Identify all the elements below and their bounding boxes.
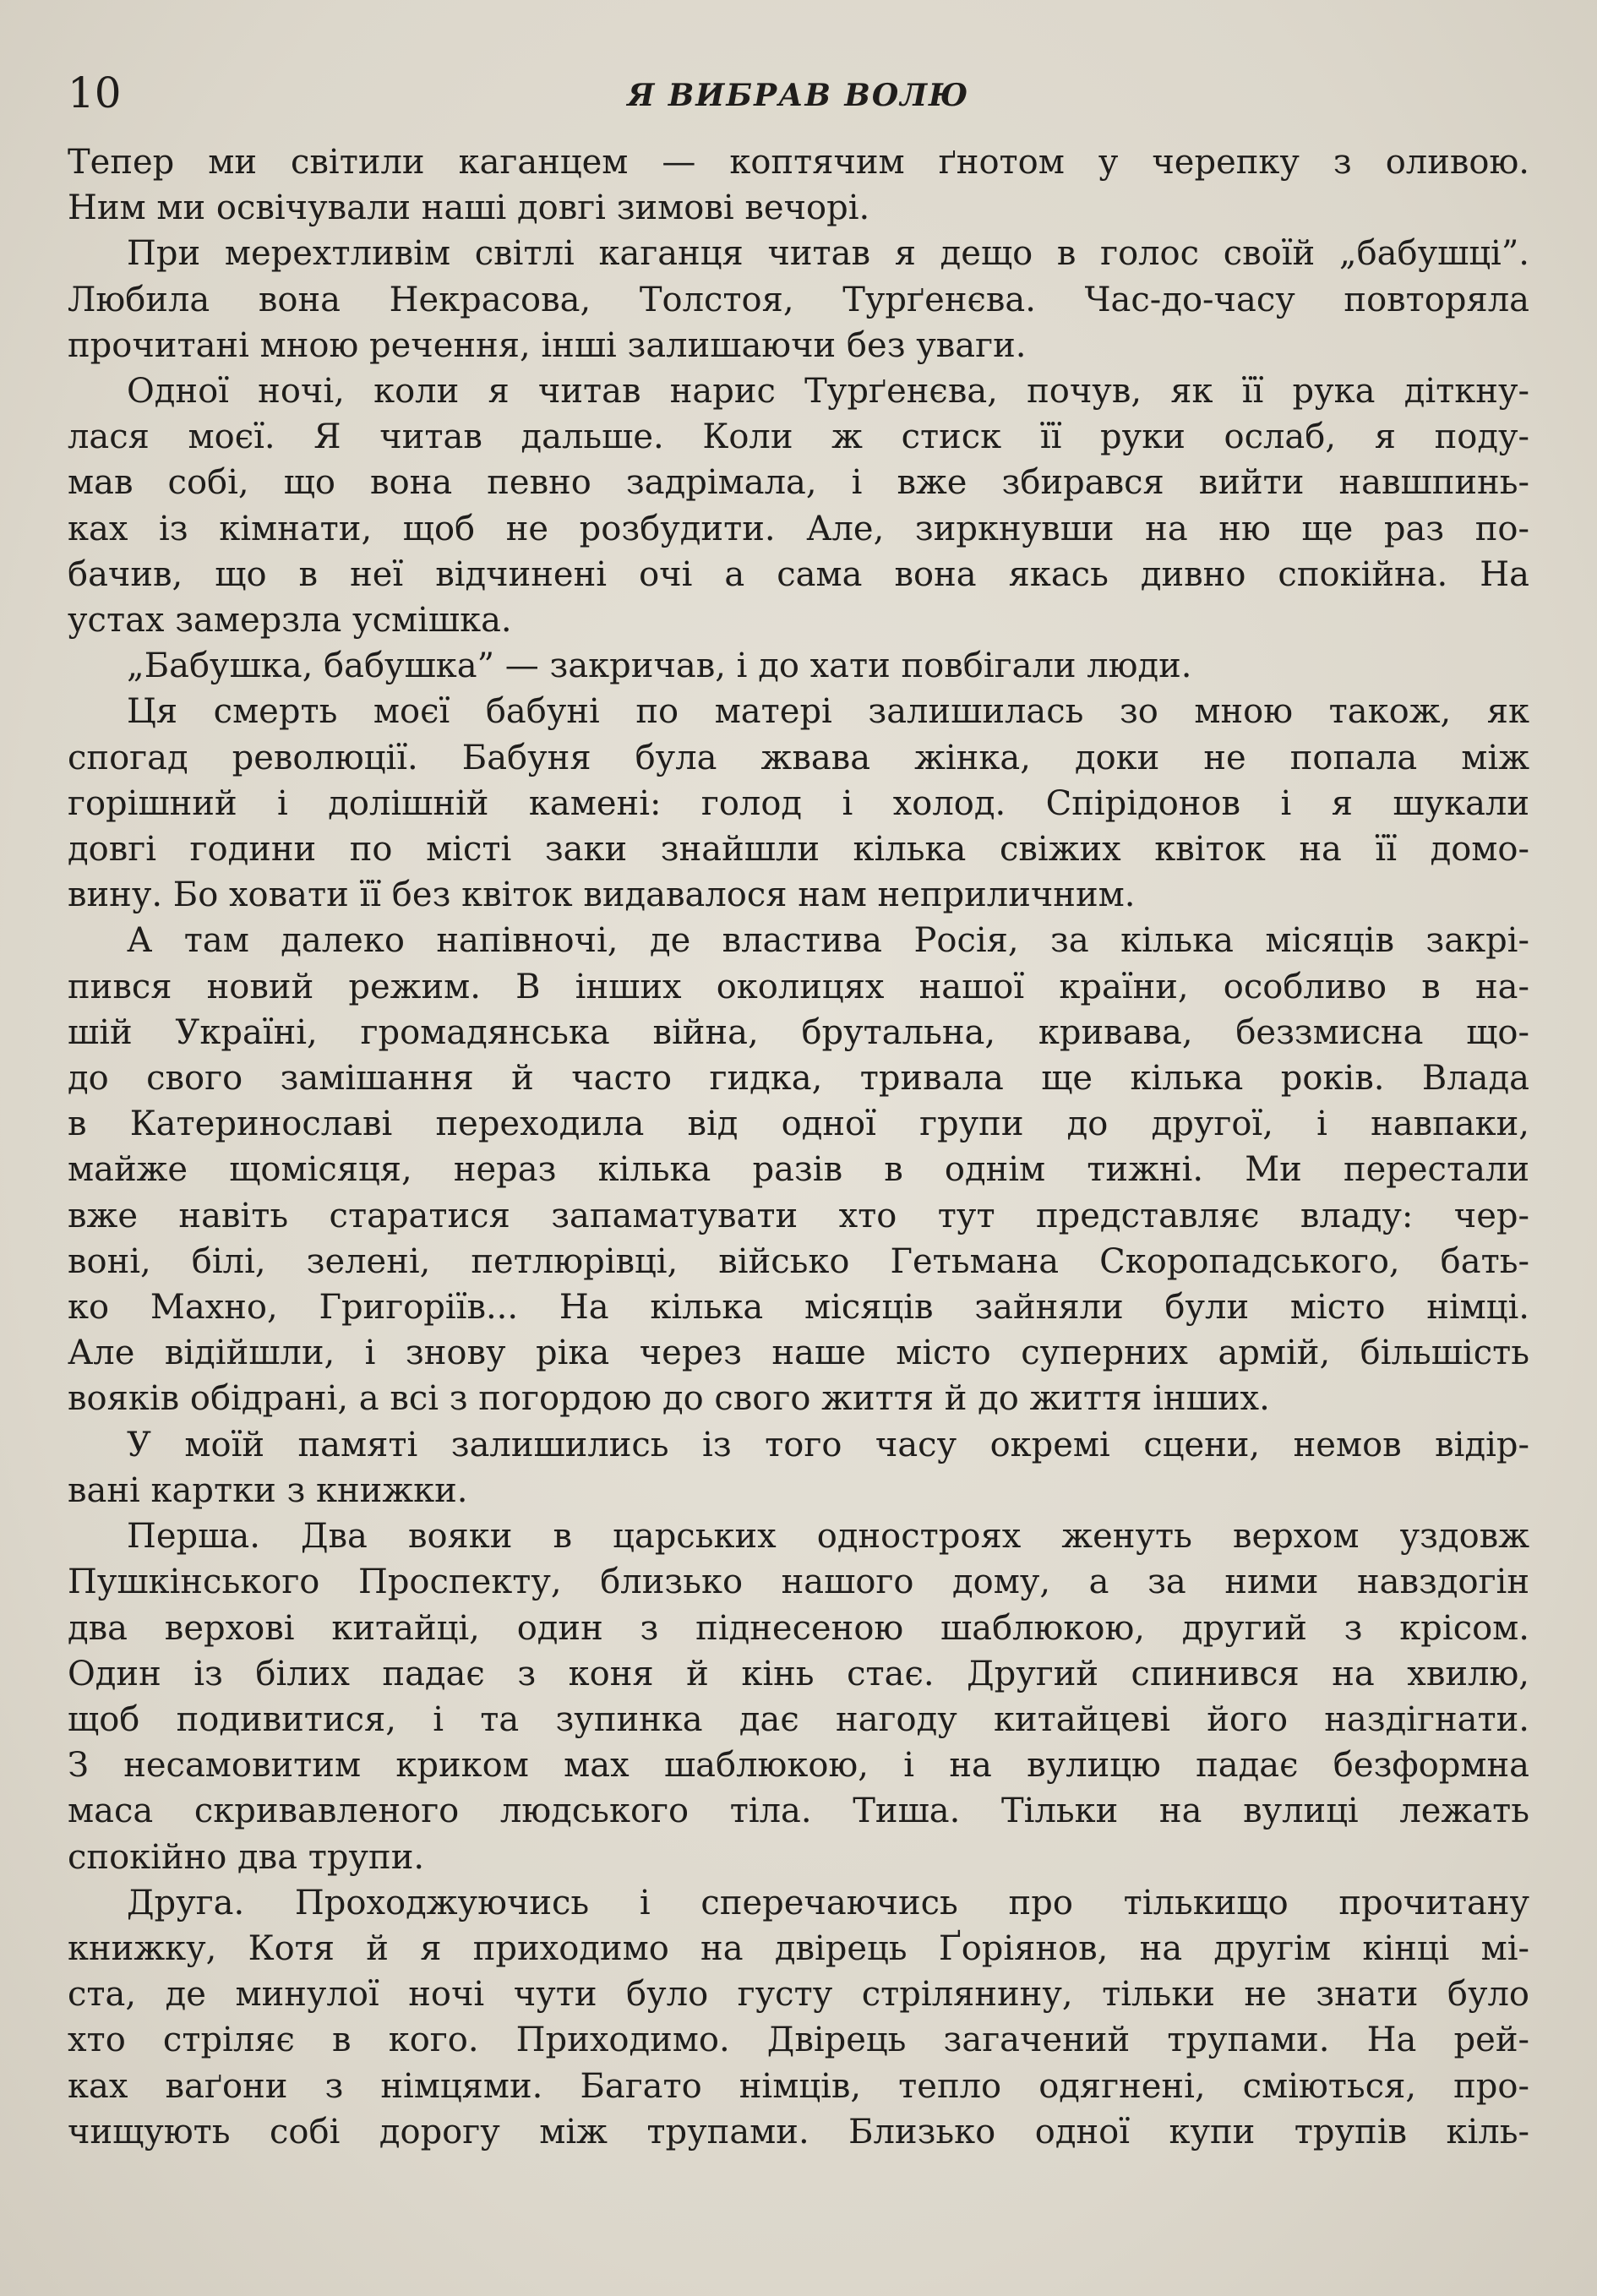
text-line: воні, білі, зелені, петлюрівці, військо Гетьмана Скоропадського, бать- [68,1241,1529,1281]
page-header [68,68,1529,127]
text-line: чищують собі дорогу між трупами. Близько одної купи трупів кіль- [68,2112,1529,2151]
text-line: хто стріляє в кого. Приходимо. Двірець загачений трупами. На рей- [68,2021,1529,2060]
text-line: устах замерзла усмішка. [68,601,512,641]
text-line: мав собі, що вона певно задрімала, і вже збирався вийти навшпинь- [68,463,1529,503]
text-line: майже щомісяця, нераз кілька разів в однім тижні. Ми перестали [68,1150,1529,1190]
running-title: Я ВИБРАВ ВОЛЮ [627,78,970,113]
text-line: При мерехтливім світлі каганця читав я дещо в голос своїй „бабушці”. [127,234,1529,274]
text-line: Один із білих падає з коня й кінь стає. Другий спинився на хвилю, [68,1654,1529,1693]
text-line: Ним ми освічували наші довгі зимові вечорі. [68,188,870,228]
text-line: вину. Бо ховати її без квіток видавалося нам неприличним. [68,875,1136,915]
text-line: бачив, що в неї відчинені очі а сама вона якась дивно спокійна. На [68,554,1529,594]
text-line: ках із кімнати, щоб не розбудити. Але, зиркнувши на ню ще раз по- [68,509,1529,548]
body-text [68,139,1529,2155]
text-line: щоб подивитися, і та зупинка дає нагоду китайцеві його наздігнати. [68,1699,1529,1739]
text-line: два верхові китайці, один з піднесеною шаблюкою, другий з крісом. [68,1608,1529,1648]
text-line: Друга. Проходжуючись і сперечаючись про тількищо прочитану [127,1883,1529,1922]
text-line: ках ваґони з німцями. Багато німців, тепло одягнені, сміються, про- [68,2066,1529,2106]
text-line: А там далеко напівночі, де властива Росія, за кілька місяців закрі- [127,921,1529,961]
text-line: вже навіть старатися запаматувати хто тут представляє владу: чер- [68,1196,1529,1235]
text-line: ста, де минулої ночі чути було густу стрілянину, тільки не знати було [68,1975,1529,2015]
page-number: 10 [68,68,122,117]
text-line: У моїй памяті залишились із того часу окремі сцени, немов відір- [127,1425,1529,1464]
text-line: лася моєї. Я читав дальше. Коли ж стиск її руки ослаб, я поду- [68,417,1529,457]
text-line: пився новий режим. В інших околицях нашої країни, особливо в на- [68,967,1529,1006]
text-line: шій Україні, громадянська війна, брутальна, кривава, беззмисна що- [68,1012,1529,1052]
text-line: Ця смерть моєї бабуні по матері залишилась зо мною також, як [127,692,1529,732]
text-line: вані картки з книжки. [68,1470,468,1510]
text-line: З несамовитим криком мах шаблюкою, і на вулицю падає безформна [68,1746,1529,1786]
text-line: книжку, Котя й я приходимо на двірець Ґоріянов, на другім кінці мі- [68,1928,1529,1968]
text-line: спокійно два трупи. [68,1837,425,1877]
text-line: Але відійшли, і знову ріка через наше місто суперних армій, більшість [68,1333,1529,1373]
text-line: Любила вона Некрасова, Толстоя, Турґенєва. Час-до-часу повторяла [68,280,1529,319]
text-line: в Катеринославі переходила від одної групи до другої, і навпаки, [68,1104,1529,1144]
text-line: Перша. Два вояки в царських одностроях женуть верхом уздовж [127,1517,1529,1557]
text-line: вояків обідрані, а всі з погордою до свого життя й до життя інших. [68,1379,1270,1419]
text-line: Пушкінського Проспекту, близько нашого дому, а за ними навздогін [68,1562,1529,1602]
text-line: „Бабушка, бабушка” — закричав, і до хати повбігали люди. [127,646,1192,686]
text-line: маса скривавленого людського тіла. Тиша. Тільки на вулиці лежать [68,1792,1529,1831]
text-line: горішний і долішній камені: голод і холод. Спірідонов і я шукали [68,783,1529,823]
text-line: Одної ночі, коли я читав нарис Турґенєва, почув, як її рука діткну- [127,372,1529,412]
text-line: довгі години по місті заки знайшли кілька свіжих квіток на її домо- [68,830,1529,870]
text-line: Тепер ми світили каганцем — коптячим ґнотом у черепку з оливою. [68,143,1529,182]
text-line: ко Махно, Григоріїв... На кілька місяців зайняли були місто німці. [68,1288,1529,1328]
text-line: прочитані мною речення, інші залишаючи без уваги. [68,325,1027,365]
text-line: спогад революції. Бабуня була жвава жінка, доки не попала між [68,738,1529,777]
text-line: до свого замішання й часто гидка, тривала ще кілька років. Влада [68,1059,1529,1099]
